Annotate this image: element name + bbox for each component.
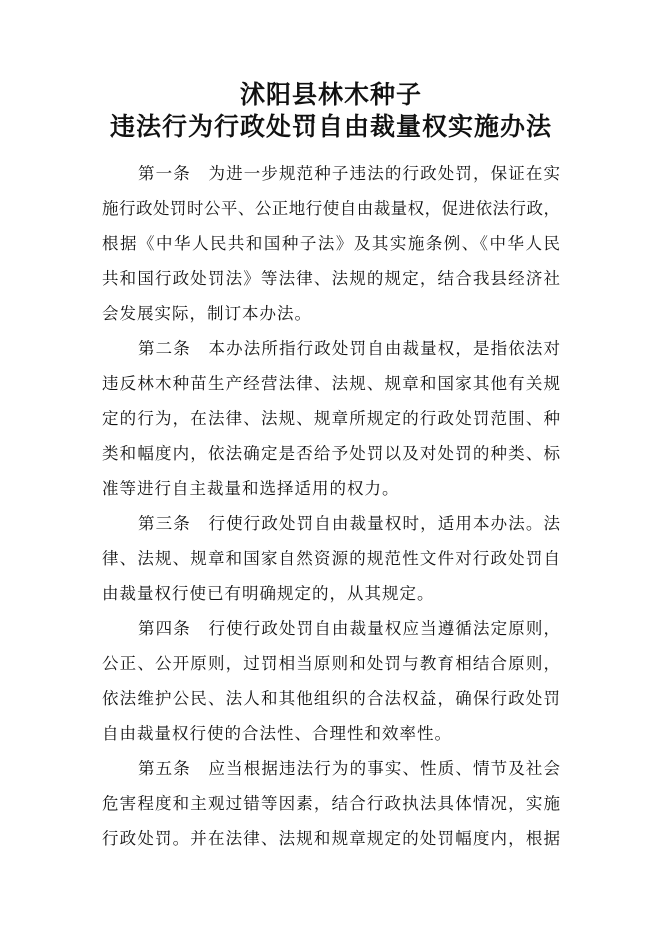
body-line: 律、法规、规章和国家自然资源的规范性文件对行政处罚自 bbox=[102, 549, 560, 568]
article-1-line: 第一条 为进一步规范种子违法的行政处罚，保证在实 bbox=[138, 164, 560, 183]
article-5-line: 第五条 应当根据违法行为的事实、性质、情节及社会 bbox=[138, 759, 560, 778]
body-line: 根据《中华人民共和国种子法》及其实施条例、《中华人民 bbox=[102, 234, 560, 253]
body-line: 违反林木种苗生产经营法律、法规、规章和国家其他有关规 bbox=[102, 374, 560, 393]
body-line: 自由裁量权行使的合法性、合理性和效率性。 bbox=[102, 724, 452, 743]
article-2-line: 第二条 本办法所指行政处罚自由裁量权，是指依法对 bbox=[138, 339, 560, 358]
body-line: 行政处罚。并在法律、法规和规章规定的处罚幅度内，根据 bbox=[102, 829, 560, 848]
body-line: 准等进行自主裁量和选择适用的权力。 bbox=[102, 479, 400, 498]
document-title-line-1: 沭阳县林木种子 bbox=[239, 80, 422, 109]
article-4-line: 第四条 行使行政处罚自由裁量权应当遵循法定原则， bbox=[138, 619, 560, 638]
body-line: 施行政处罚时公平、公正地行使自由裁量权，促进依法行政， bbox=[102, 199, 560, 218]
body-line: 由裁量权行使已有明确规定的，从其规定。 bbox=[102, 584, 435, 603]
body-line: 共和国行政处罚法》等法律、法规的规定，结合我县经济社 bbox=[102, 269, 560, 288]
body-line: 依法维护公民、法人和其他组织的合法权益，确保行政处罚 bbox=[102, 689, 560, 708]
body-line: 类和幅度内，依法确定是否给予处罚以及对处罚的种类、标 bbox=[102, 444, 560, 463]
body-line: 危害程度和主观过错等因素，结合行政执法具体情况，实施 bbox=[102, 794, 560, 813]
body-line: 定的行为，在法律、法规、规章所规定的行政处罚范围、种 bbox=[102, 409, 560, 428]
body-line: 公正、公开原则，过罚相当原则和处罚与教育相结合原则， bbox=[102, 654, 560, 673]
body-line: 会发展实际，制订本办法。 bbox=[102, 304, 312, 323]
document-title-line-2: 违法行为行政处罚自由裁量权实施办法 bbox=[109, 112, 552, 141]
article-3-line: 第三条 行使行政处罚自由裁量权时，适用本办法。法 bbox=[138, 514, 560, 533]
